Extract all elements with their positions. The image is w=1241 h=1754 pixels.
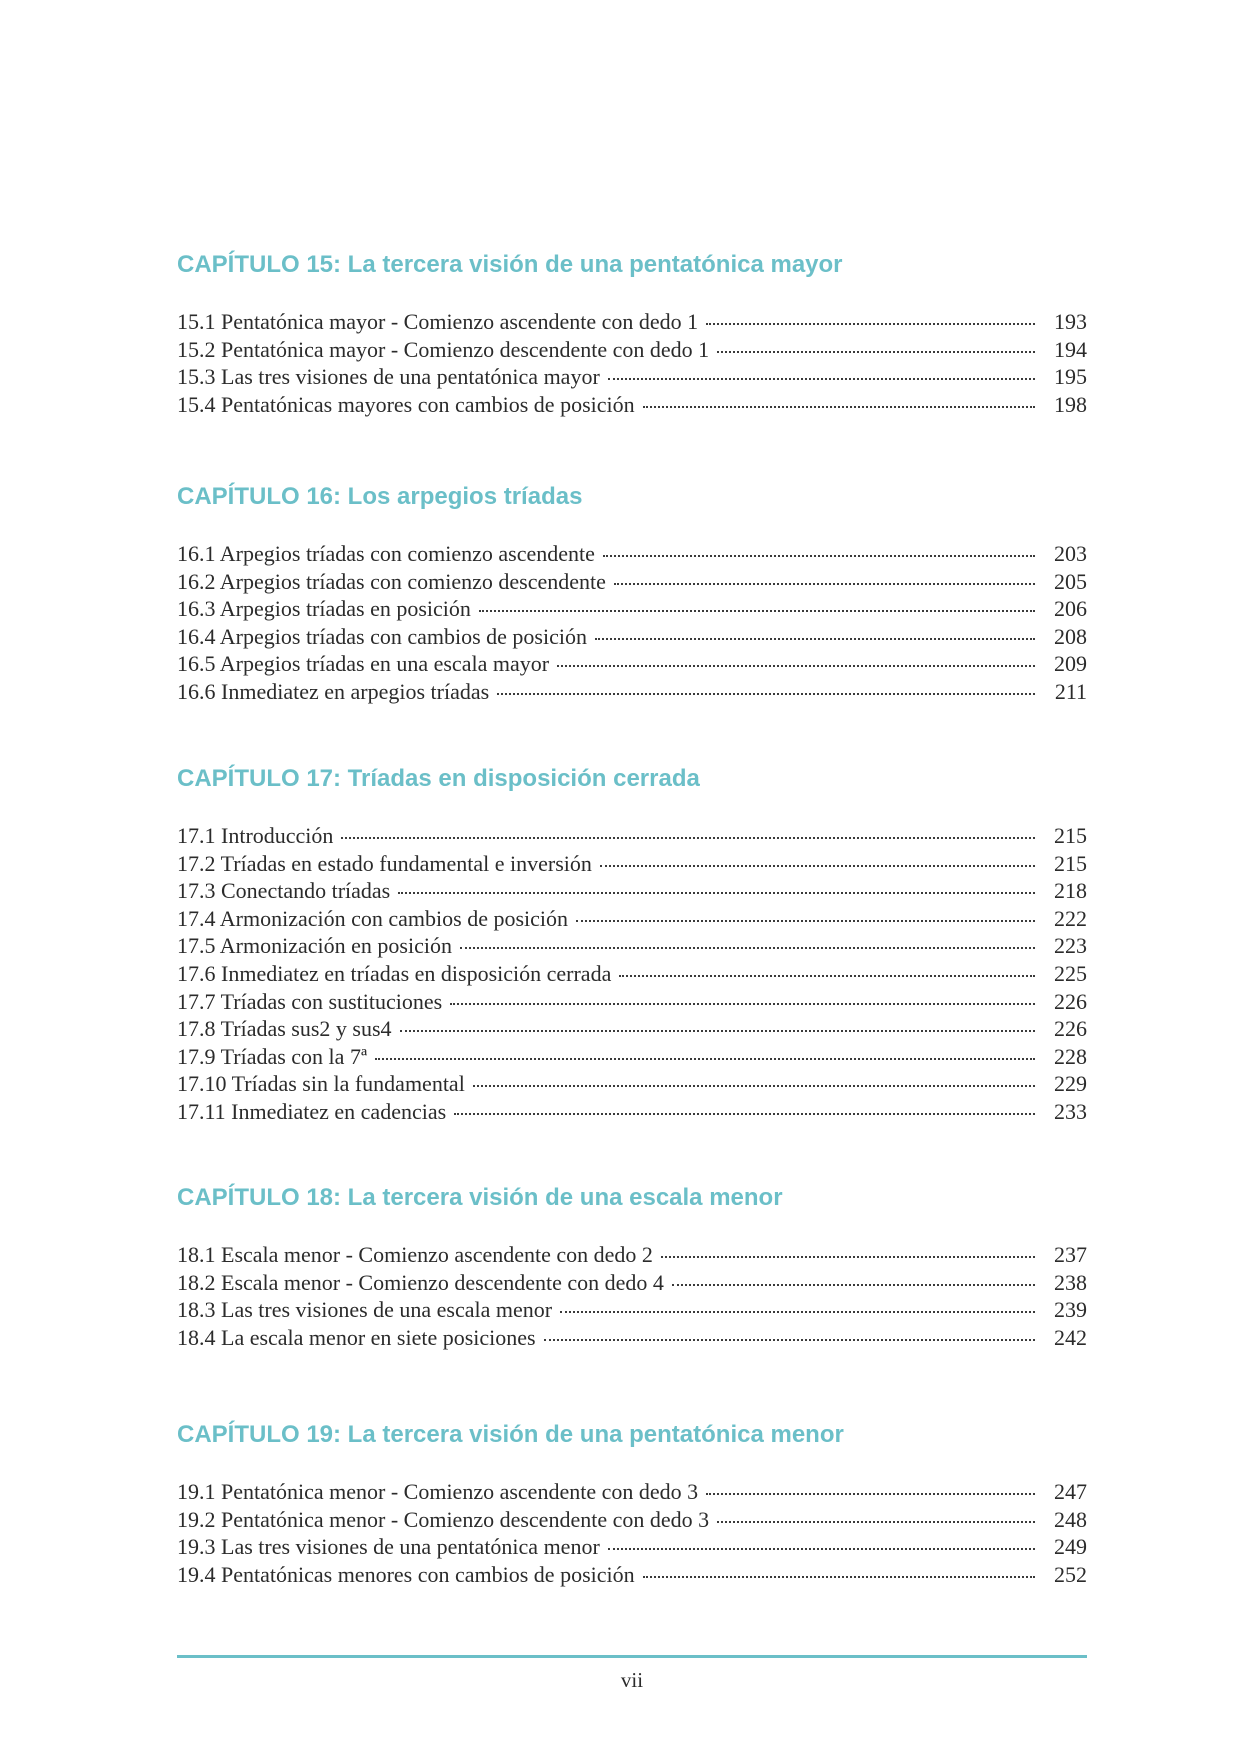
entry-label: 17.8 Tríadas sus2 y sus4 xyxy=(177,1016,392,1042)
toc-entry[interactable] xyxy=(177,877,1087,905)
toc-entry[interactable] xyxy=(177,568,1087,596)
toc-entry[interactable] xyxy=(177,1506,1087,1534)
entry-label: 17.9 Tríadas con la 7ª xyxy=(177,1043,368,1069)
entry-label: 18.4 La escala menor en siete posiciones xyxy=(177,1324,536,1350)
entry-label: 17.2 Tríadas en estado fundamental e inversión xyxy=(177,850,592,876)
entry-page-number: 195 xyxy=(1054,364,1087,390)
toc-entry[interactable] xyxy=(177,540,1087,568)
toc-entry[interactable] xyxy=(177,1324,1087,1352)
entry-label: 18.1 Escala menor - Comienzo ascendente con dedo 2 xyxy=(177,1242,653,1267)
entry-page-number: 209 xyxy=(1054,651,1087,677)
dot-leader xyxy=(600,865,1035,867)
entry-page-number: 198 xyxy=(1054,391,1087,417)
entry-label: 17.1 Introducción xyxy=(177,823,334,848)
entry-page-number: 229 xyxy=(1054,1071,1087,1097)
dot-leader xyxy=(398,892,1035,894)
entry-label: 17.5 Armonización en posición xyxy=(177,933,452,959)
dot-leader xyxy=(341,837,1035,839)
entry-page-number: 249 xyxy=(1054,1534,1087,1560)
toc-entry[interactable] xyxy=(177,336,1087,364)
entry-page-number: 194 xyxy=(1054,336,1087,362)
entry-label: 19.1 Pentatónica menor - Comienzo ascendente con dedo 3 xyxy=(177,1479,699,1504)
dot-leader xyxy=(460,947,1035,949)
chapter-entries xyxy=(177,308,1087,418)
dot-leader xyxy=(643,1576,1035,1578)
entry-page-number: 215 xyxy=(1054,850,1087,876)
chapter-title[interactable]: CAPÍTULO 18: La tercera visión de una escala menor xyxy=(177,1184,783,1211)
dot-leader xyxy=(717,351,1035,353)
entry-page-number: 208 xyxy=(1054,623,1087,649)
entry-label: 15.4 Pentatónicas mayores con cambios de posición xyxy=(177,391,635,417)
entry-page-number: 237 xyxy=(1054,1242,1087,1267)
dot-leader xyxy=(400,1030,1035,1032)
entry-label: 17.11 Inmediatez en cadencias xyxy=(177,1098,447,1124)
entry-page-number: 226 xyxy=(1054,1016,1087,1042)
dot-leader xyxy=(497,693,1035,695)
toc-entry[interactable] xyxy=(177,595,1087,623)
entry-label: 17.3 Conectando tríadas xyxy=(177,878,391,904)
dot-leader xyxy=(672,1284,1035,1286)
toc-entry[interactable] xyxy=(177,391,1087,419)
entry-page-number: 239 xyxy=(1054,1297,1087,1323)
dot-leader xyxy=(595,638,1035,640)
toc-entry[interactable] xyxy=(177,850,1087,878)
chapter-entries xyxy=(177,1241,1087,1351)
dot-leader xyxy=(661,1256,1035,1258)
toc-entry[interactable] xyxy=(177,363,1087,391)
chapter-title[interactable]: CAPÍTULO 16: Los arpegios tríadas xyxy=(177,483,583,510)
dot-leader xyxy=(544,1339,1035,1341)
entry-page-number: 223 xyxy=(1054,933,1087,959)
chapter-17 xyxy=(177,764,1087,1126)
toc-entry[interactable] xyxy=(177,932,1087,960)
toc-entry[interactable] xyxy=(177,1070,1087,1098)
toc-entry[interactable] xyxy=(177,623,1087,651)
entry-label: 15.3 Las tres visiones de una pentatónica mayor xyxy=(177,364,600,390)
chapter-entries xyxy=(177,540,1087,706)
dot-leader xyxy=(619,975,1035,977)
entry-label: 16.4 Arpegios tríadas con cambios de posición xyxy=(177,623,587,649)
entry-page-number: 218 xyxy=(1054,878,1087,904)
toc-entry[interactable] xyxy=(177,308,1087,336)
chapter-19 xyxy=(177,1420,1087,1588)
dot-leader xyxy=(450,1003,1035,1005)
entry-label: 17.6 Inmediatez en tríadas en disposición cerrada xyxy=(177,960,612,986)
chapter-18 xyxy=(177,1183,1087,1351)
dot-leader xyxy=(706,323,1035,325)
toc-entry[interactable] xyxy=(177,1015,1087,1043)
entry-page-number: 203 xyxy=(1054,541,1087,566)
chapter-16 xyxy=(177,482,1087,706)
entry-page-number: 225 xyxy=(1054,960,1087,986)
page-number: vii xyxy=(620,1668,644,1692)
entry-label: 16.3 Arpegios tríadas en posición xyxy=(177,596,471,622)
entry-page-number: 242 xyxy=(1054,1324,1087,1350)
entry-page-number: 252 xyxy=(1054,1561,1087,1587)
toc-entry[interactable] xyxy=(177,650,1087,678)
chapter-title[interactable]: CAPÍTULO 19: La tercera visión de una pentatónica menor xyxy=(177,1421,844,1448)
toc-entry[interactable] xyxy=(177,1241,1087,1269)
entry-page-number: 238 xyxy=(1054,1269,1087,1295)
chapter-15 xyxy=(177,250,1087,418)
entry-label: 19.2 Pentatónica menor - Comienzo descendente con dedo 3 xyxy=(177,1506,710,1532)
dot-leader xyxy=(375,1058,1035,1060)
footer-divider xyxy=(177,1655,1087,1658)
dot-leader xyxy=(608,378,1035,380)
entry-page-number: 248 xyxy=(1054,1506,1087,1532)
dot-leader xyxy=(454,1113,1035,1115)
entry-label: 19.4 Pentatónicas menores con cambios de posición xyxy=(177,1561,635,1587)
entry-label: 15.2 Pentatónica mayor - Comienzo descendente con dedo 1 xyxy=(177,336,710,362)
toc-entry[interactable] xyxy=(177,1561,1087,1589)
toc-entry[interactable] xyxy=(177,1043,1087,1071)
dot-leader xyxy=(706,1493,1035,1495)
entry-label: 16.1 Arpegios tríadas con comienzo ascendente xyxy=(177,541,595,566)
dot-leader xyxy=(608,1548,1035,1550)
chapter-entries xyxy=(177,1478,1087,1588)
entry-label: 15.1 Pentatónica mayor - Comienzo ascendente con dedo 1 xyxy=(177,309,699,334)
entry-label: 16.6 Inmediatez en arpegios tríadas xyxy=(177,678,490,704)
chapter-title[interactable]: CAPÍTULO 17: Tríadas en disposición cerrada xyxy=(177,765,700,792)
dot-leader xyxy=(479,610,1035,612)
dot-leader xyxy=(614,583,1035,585)
entry-label: 16.2 Arpegios tríadas con comienzo descendente xyxy=(177,568,606,594)
entry-label: 16.5 Arpegios tríadas en una escala mayor xyxy=(177,651,550,677)
entry-label: 18.3 Las tres visiones de una escala menor xyxy=(177,1297,553,1323)
dot-leader xyxy=(643,406,1035,408)
toc-entry[interactable] xyxy=(177,1296,1087,1324)
toc-entry[interactable] xyxy=(177,905,1087,933)
dot-leader xyxy=(576,920,1035,922)
dot-leader xyxy=(560,1311,1035,1313)
toc-entry[interactable] xyxy=(177,822,1087,850)
entry-label: 18.2 Escala menor - Comienzo descendente con dedo 4 xyxy=(177,1269,664,1295)
toc-entry[interactable] xyxy=(177,960,1087,988)
toc-entry[interactable] xyxy=(177,988,1087,1016)
chapter-title[interactable]: CAPÍTULO 15: La tercera visión de una pentatónica mayor xyxy=(177,251,843,278)
entry-label: 17.10 Tríadas sin la fundamental xyxy=(177,1071,465,1097)
entry-page-number: 206 xyxy=(1054,596,1087,622)
dot-leader xyxy=(603,555,1035,557)
entry-page-number: 226 xyxy=(1054,988,1087,1014)
entry-page-number: 193 xyxy=(1054,309,1087,334)
entry-page-number: 228 xyxy=(1054,1043,1087,1069)
toc-entry[interactable] xyxy=(177,1269,1087,1297)
entry-page-number: 233 xyxy=(1054,1098,1087,1124)
entry-page-number: 211 xyxy=(1054,678,1087,704)
entry-label: 17.7 Tríadas con sustituciones xyxy=(177,988,443,1014)
toc-entry[interactable] xyxy=(177,1098,1087,1126)
entry-page-number: 205 xyxy=(1054,568,1087,594)
toc-entry[interactable] xyxy=(177,1478,1087,1506)
dot-leader xyxy=(473,1085,1035,1087)
chapter-entries xyxy=(177,822,1087,1126)
entry-label: 19.3 Las tres visiones de una pentatónica menor xyxy=(177,1534,600,1560)
toc-entry[interactable] xyxy=(177,678,1087,706)
entry-page-number: 247 xyxy=(1054,1479,1087,1504)
entry-page-number: 222 xyxy=(1054,905,1087,931)
dot-leader xyxy=(557,665,1035,667)
entry-label: 17.4 Armonización con cambios de posición xyxy=(177,905,569,931)
toc-entry[interactable] xyxy=(177,1533,1087,1561)
entry-page-number: 215 xyxy=(1054,823,1087,848)
dot-leader xyxy=(717,1521,1035,1523)
